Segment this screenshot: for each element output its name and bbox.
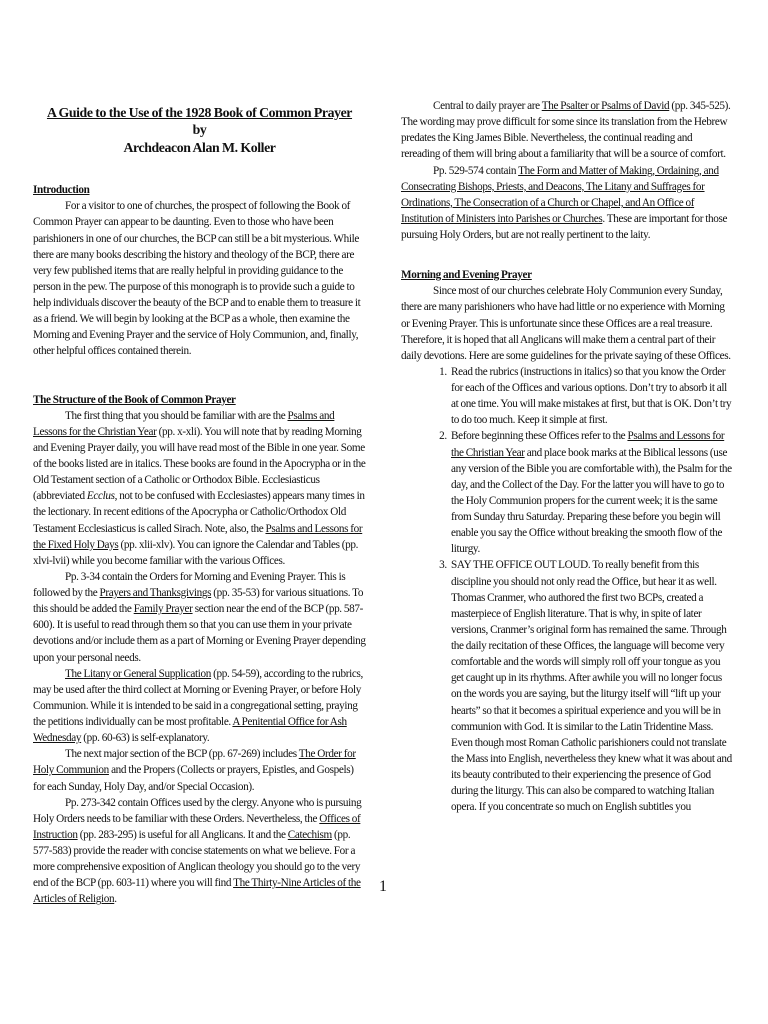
list-item: 3. SAY THE OFFICE OUT LOUD. To really benefit from this discipline you should not only read the Office, but hear it as well. Thomas Cranmer, who authored the first two BCPs, created a masterpiece of English literature. That is why, in spite of later versions, Cranmer’s original form has remained the same. Through the daily recitation of these Offices, the language will become very comfortable and the words will simply roll off your tongue as you get caught up in its rhythms. After awhile you will no longer focus on the words you are saying, but the liturgy itself will “lift up your hearts” so that it becomes a spiritual experience and you will be in communion with God. It is similar to the Latin Tridentine Mass. Even though most Roman Catholic parishioners could not translate the Mass into English, nevertheless they knew what it was about and its beauty contributed to their experiencing the presence of God during the liturgy. This can also be compared to watching Italian opera. If you concentrate so much on English subtitles you (449, 557, 733, 815)
list-item: 1. Read the rubrics (instructions in italics) so that you know the Order for each of the Offices and various options. Don’t try to absorb it all at one time. You will make mistakes at first, but that is OK. Don’t try to do too much. Keep it simple at first. (449, 364, 733, 429)
introduction-paragraph: For a visitor to one of churches, the prospect of following the Book of Common Prayer can appear to be daunting. Even to those who have been parishioners in one of our churches, the BCP can still be a bit mysterious. While there are many books describing the history and theology of the BCP, there are very few published items that are really helpful in providing guidance to the person in the pew. The purpose of this monograph is to provide such a guide to help individuals discover the beauty of the BCP and to enable them to treasure it as a friend. We will begin by looking at the BCP as a whole, then examine the Morning and Evening Prayer and the service of Holy Communion, and, finally, other helpful offices contained therein. (33, 200, 361, 358)
structure-paragraph-1: The first thing that you should be familiar with are the Psalms and Lessons for the Christian Year (pp. x-xli). You will note that by reading Morning and Evening Prayer daily, you will have read most of the Bible in one year. Some of the books listed are in italics. These books are found in the Apocrypha or in the Old Testament section of a Catholic or Orthodox Bible. Ecclesiasticus (abbreviated Ecclus, not to be confused with Ecclesiastes) appears many times in the lectionary. In recent editions of the Apocrypha or Catholic/Orthodox Old Testament Ecclesiasticus is called Sirach. Note, also, the Psalms and Lessons for the Fixed Holy Days (pp. xlii-xlv). You can ignore the Calendar and Tables (pp. xlvi-lvii) while you become familiar with the various Offices. (33, 409, 366, 567)
structure-paragraph-6: Central to daily prayer are The Psalter or Psalms of David (pp. 345-525). The wording may prove difficult for some since its translation from the Hebrew predates the King James Bible. Nevertheless, the continual reading and rereading of them will bring about a familiarity that will be a source of comfort. (401, 100, 731, 161)
structure-paragraph-5: Pp. 273-342 contain Offices used by the clergy. Anyone who is pursuing Holy Orders needs to be familiar with these Orders. Nevertheless, the Offices of Instruction (pp. 283-295) is useful for all Anglicans. It and the Catechism (pp. 577-583) provide the reader with concise statements on what we believe. For a more comprehensive exposition of Anglican theology you should go to the very end of the BCP (pp. 603-11) where you will find The Thirty-Nine Articles of the Articles of Religion. (33, 796, 362, 906)
introduction-heading: Introduction (33, 184, 90, 197)
title-by: by (192, 122, 207, 138)
list-item: 2. Before beginning these Offices refer to the Psalms and Lessons for the Christian Year and place book marks at the Biblical lessons (use any version of the Bible you are comfortable with), the Psalm for the day, and the Collect of the Day. For the latter you will have to go to the Holy Communion propers for the current week; it is the same from Sunday thru Saturday. Preparing these before you begin will enable you say the Office without breaking the smooth flow of the liturgy. (449, 428, 733, 557)
structure-paragraph-4: The next major section of the BCP (pp. 67-269) includes The Order for Holy Communion and the Propers (Collects or prayers, Epistles, and Gospels) for each Sunday, Holy Day, and/or Special Occasion). (33, 748, 356, 793)
author-name: Archdeacon Alan M. Koller (123, 139, 276, 155)
structure-paragraph-3: The Litany or General Supplication (pp. 54-59), according to the rubrics, may be used after the third collect at Morning or Evening Prayer, or before Holy Communion. While it is intended to be said in a congregational setting, praying the petitions individually can be most profitable. A Penitential Office for Ash Wednesday (pp. 60-63) is self-explanatory. (33, 667, 363, 745)
right-column (401, 98, 733, 815)
left-column (33, 0, 366, 908)
structure-paragraph-2: Pp. 3-34 contain the Orders for Morning and Evening Prayer. This is followed by the Prayers and Thanksgivings (pp. 35-53) for various situations. To this should be added the Family Prayer section near the end of the BCP (pp. 587-600). It is useful to read through them so that you can use them in your private devotions and/or include them as a part of Morning or Evening Prayer depending upon your personal needs. (33, 570, 366, 664)
document-title (33, 104, 366, 156)
guidelines-list (401, 364, 733, 816)
structure-heading: The Structure of the Book of Common Prayer (33, 393, 236, 406)
morning-evening-intro: Since most of our churches celebrate Holy Communion every Sunday, there are many parishioners who have had little or no experience with Morning or Evening Prayer. This is unfortunate since these Offices are a real treasure. Therefore, it is hoped that all Anglicans will make them a central part of their daily devotions. Here are some guidelines for the private saying of these Offices. (401, 285, 731, 362)
structure-paragraph-7: Pp. 529-574 contain The Form and Matter of Making, Ordaining, and Consecrating Bishops, Priests, and Deacons, The Litany and Suffrages for Ordinations, The Consecration of a Church or Chapel, and An Office of Institution of Ministers into Parishes or Churches. These are important for those pursuing Holy Orders, but are not really pertinent to the laity. (401, 164, 728, 241)
page-number: 1 (379, 878, 387, 895)
title-line: A Guide to the Use of the 1928 Book of Common Prayer (46, 105, 353, 120)
morning-evening-heading: Morning and Evening Prayer (401, 269, 532, 282)
